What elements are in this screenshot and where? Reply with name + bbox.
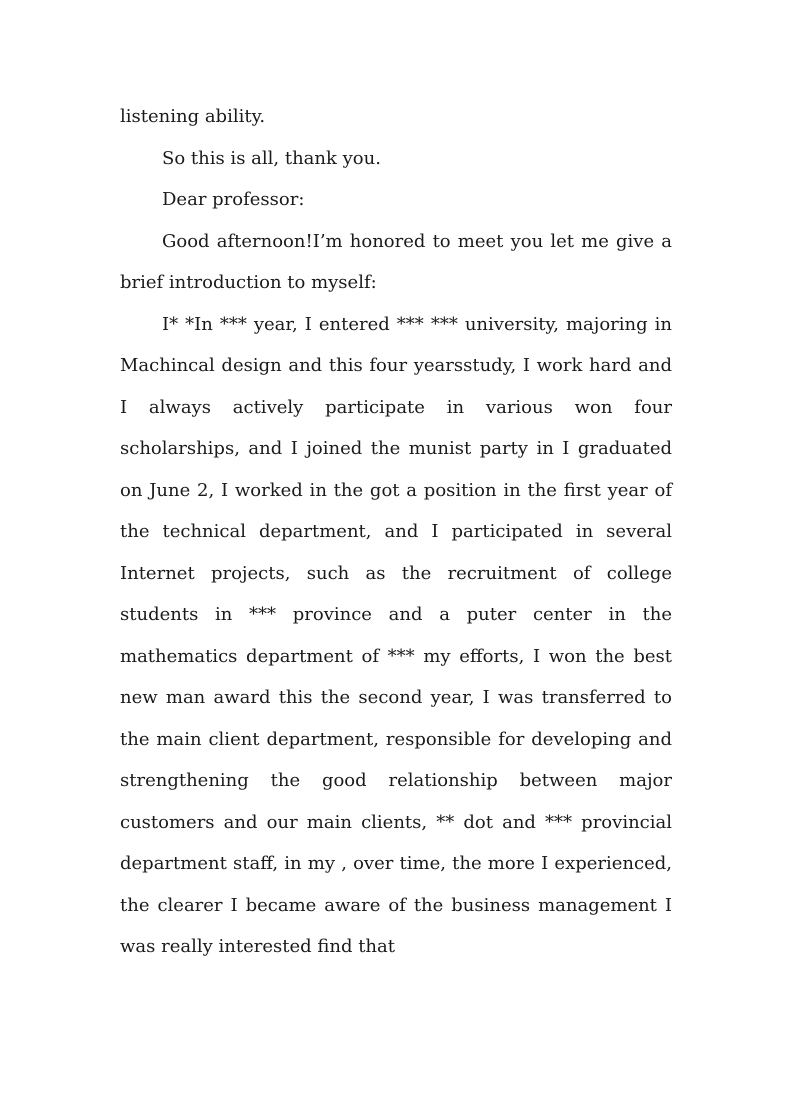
paragraph-listening-ability: listening ability. <box>120 106 266 127</box>
paragraph-salutation: Dear professor: <box>162 189 305 210</box>
paragraph-greeting: Good afternoon!I’m honored to meet you let me give a brief introduction to myself: <box>120 230 672 293</box>
document-body <box>120 96 672 968</box>
paragraph-introduction-body: I* *In *** year, I entered *** *** university, majoring in Machincal design and this four yearsstudy, I work hard and I always actively participate in various won four scholarships, and I joined the munist party in I graduated on June 2, I worked in the got a position in the first year of the technical department, and I participated in several Internet projects, such as the recruitment of college students in *** province and a puter center in the mathematics department of *** my efforts, I won the best new man award this the second year, I was transferred to the main client department, responsible for developing and strengthening the good relationship between major customers and our main clients, ** dot and *** provincial department staff, in my , over time, the more I experienced, the clearer I became aware of the business management I was really interested find that <box>120 313 672 957</box>
paragraph-closing: So this is all, thank you. <box>162 147 381 169</box>
